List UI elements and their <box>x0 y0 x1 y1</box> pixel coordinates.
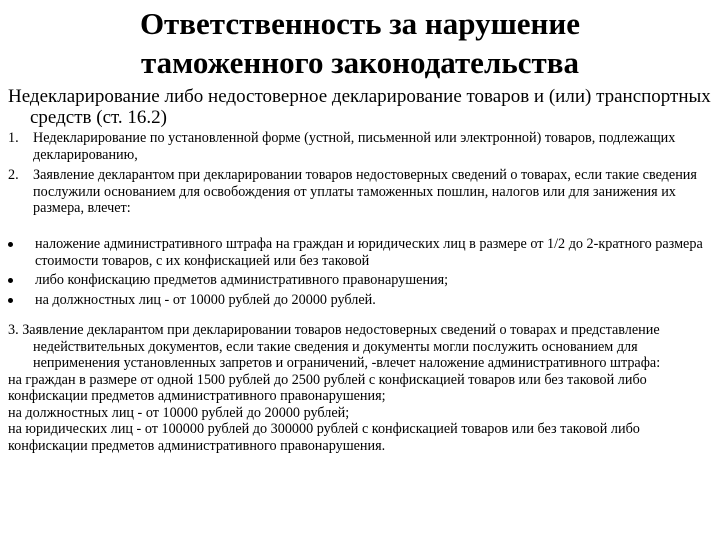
numbered-item-2 <box>8 167 713 217</box>
item-text: Заявление декларантом при декларировании товаров недостоверных сведений о товарах, если такие сведения послужили основанием для освобождения от уплаты таможенных пошлин, налогов или для занижения их размера, влечет: <box>33 167 697 216</box>
bullet-dot-icon <box>8 278 13 283</box>
section-3-heading: 3. Заявление декларантом при декларировании товаров недостоверных сведений о товарах и представление недействительных документов, если такие сведения и документы могли послужить основанием для неприменения установленных запретов и ограничений, -влечет наложение административного штрафа: <box>8 322 661 371</box>
item-text: Недекларирование по установленной форме (устной, письменной или электронной) товаров, подлежащих декларированию, <box>33 130 676 163</box>
item-number: 2. <box>8 167 19 183</box>
bullet-text: либо конфискацию предметов административного правонарушения; <box>35 272 449 288</box>
section-3-line-1: на граждан в размере от одной 1500 рублей до 2500 рублей с конфискацией товаров или без таковой либо конфискации предметов административного правонарушения; <box>8 371 647 404</box>
bullet-dot-icon <box>8 242 13 247</box>
title-line-2: таможенного законодательства <box>141 45 579 80</box>
title-line-1: Ответственность за нарушение <box>139 6 581 41</box>
bullet-item-2 <box>8 272 708 289</box>
bullet-list <box>8 236 708 311</box>
section-3 <box>8 322 708 454</box>
item-number: 1. <box>8 130 19 146</box>
bullet-dot-icon <box>8 298 13 303</box>
bullet-text: наложение административного штрафа на граждан и юридических лиц в размере от 1/2 до 2-кратного размера стоимости товаров, с их конфискацией или без таковой <box>35 236 703 269</box>
bullet-text: на должностных лиц - от 10000 рублей до 20000 рублей. <box>35 291 376 308</box>
bullet-item-1 <box>8 236 708 269</box>
bullet-item-3 <box>8 292 708 309</box>
page-title <box>0 4 720 82</box>
section-3-line-2: на должностных лиц - от 10000 рублей до 20000 рублей; <box>8 404 350 421</box>
numbered-item-1 <box>8 130 713 163</box>
numbered-list <box>8 130 713 221</box>
lead-paragraph: Недекларирование либо недостоверное декларирование товаров и (или) транспортных средств (ст. 16.2) <box>8 86 711 128</box>
section-3-line-3: на юридических лиц - от 100000 рублей до 300000 рублей с конфискацией товаров или без таковой либо конфискации предметов административного правонарушения. <box>8 421 640 454</box>
